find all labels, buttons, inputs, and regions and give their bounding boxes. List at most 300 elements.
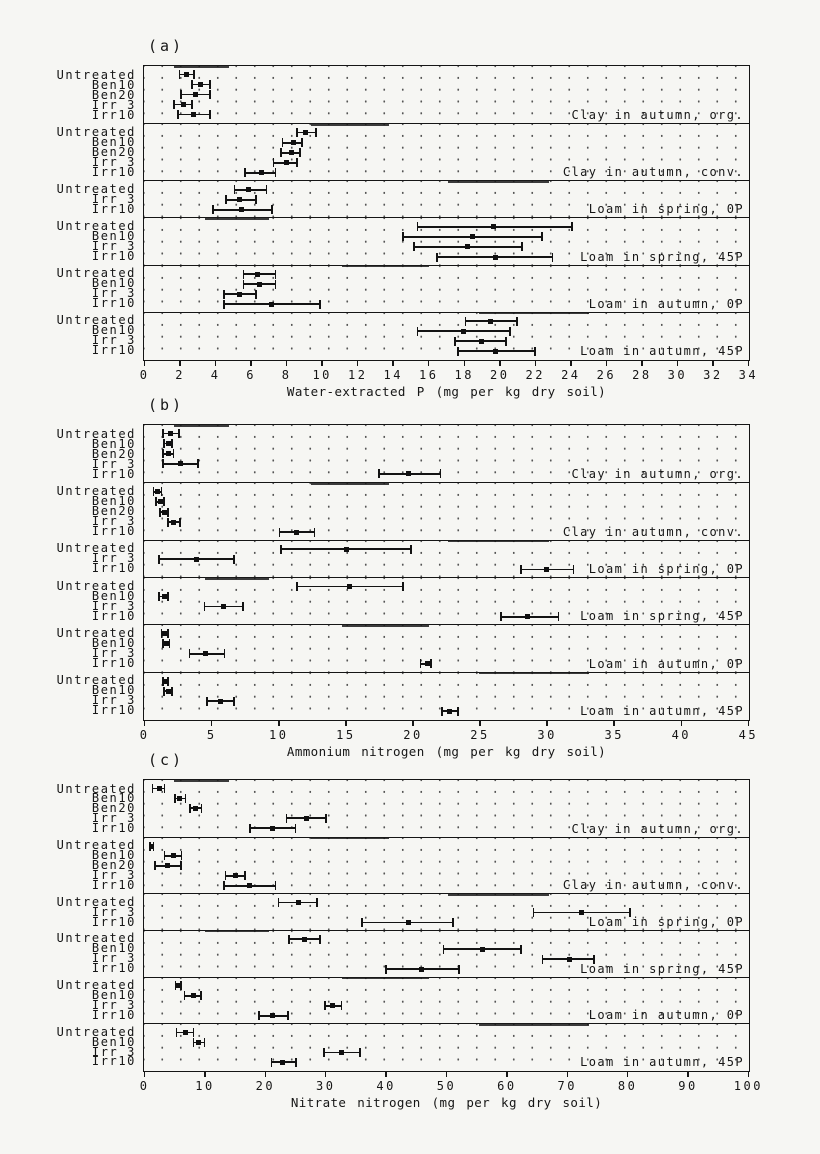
group-label: Loam in spring, 45P xyxy=(580,609,744,624)
error-bar-cap-left xyxy=(225,195,227,204)
row-label: Irr10 xyxy=(91,608,136,623)
x-axis-title: Ammonium nitrogen (mg per kg dry soil) xyxy=(286,744,607,759)
error-bar-cap-right xyxy=(295,1058,297,1067)
row-label: Irr10 xyxy=(91,343,136,358)
error-bar-cap-left xyxy=(180,90,182,99)
x-axis-tick xyxy=(250,361,252,366)
data-point-marker xyxy=(493,349,498,354)
x-axis-tick-label: 32 xyxy=(703,368,723,382)
scan-smudge xyxy=(311,482,389,485)
data-point-marker xyxy=(221,604,226,609)
error-bar-cap-right xyxy=(325,814,327,823)
x-axis-tick-label: 70 xyxy=(557,1079,577,1093)
scan-smudge xyxy=(174,779,229,782)
error-bar-cap-left xyxy=(162,459,164,468)
error-bar-cap-left xyxy=(385,965,387,974)
row-label: Ben10 xyxy=(91,791,136,806)
error-bar-cap-left xyxy=(282,138,284,147)
error-bar-cap-right xyxy=(295,824,297,833)
row-label: Ben10 xyxy=(91,134,136,149)
x-axis-tick xyxy=(479,721,481,726)
error-bar-cap-left xyxy=(206,697,208,706)
error-bar-cap-left xyxy=(542,955,544,964)
x-axis-tick xyxy=(546,721,548,726)
error-bar-cap-right xyxy=(275,280,277,289)
error-bar-cap-right xyxy=(573,565,575,574)
error-bar-cap-right xyxy=(296,158,298,167)
row-label: Untreated xyxy=(56,894,136,909)
row-label: Irr10 xyxy=(91,107,136,122)
row-label: Ben20 xyxy=(91,857,136,872)
x-axis-tick-label: 40 xyxy=(671,728,692,742)
x-axis-tick-label: 0 xyxy=(139,1079,150,1093)
data-point-marker xyxy=(237,292,242,297)
row-label: Untreated xyxy=(56,781,136,796)
x-axis-tick xyxy=(506,1072,508,1077)
error-bar-cap-left xyxy=(417,327,419,336)
data-point-marker xyxy=(269,302,274,307)
row-label: Irr 3 xyxy=(91,239,136,254)
panel-letter: (a) xyxy=(148,37,185,55)
data-point-marker xyxy=(461,329,466,334)
x-axis-tick-label: 18 xyxy=(454,368,474,382)
data-point-marker xyxy=(488,319,493,324)
row-label: Ben10 xyxy=(91,229,136,244)
data-point-marker xyxy=(164,641,169,646)
data-point-marker xyxy=(567,957,572,962)
data-point-marker xyxy=(289,150,294,155)
data-point-marker xyxy=(304,816,309,821)
group-label: Loam in autumn, 0P xyxy=(588,296,744,311)
data-point-marker xyxy=(480,947,485,952)
x-axis-tick xyxy=(464,361,466,366)
error-bar-cap-right xyxy=(541,232,543,241)
error-bar-cap-right xyxy=(516,317,518,326)
row-label: Ben10 xyxy=(91,635,136,650)
x-axis-tick xyxy=(278,721,280,726)
scan-smudge xyxy=(479,672,589,675)
scan-smudge xyxy=(342,977,429,980)
x-axis-tick-label: 28 xyxy=(632,368,652,382)
error-bar-cap-right xyxy=(521,242,523,251)
row-label: Ben10 xyxy=(91,588,136,603)
x-axis-tick-label: 5 xyxy=(206,728,217,742)
error-bar-cap-right xyxy=(571,222,573,231)
error-bar-cap-right xyxy=(163,497,165,506)
x-axis-tick-label: 12 xyxy=(347,368,368,382)
x-axis-tick-label: 100 xyxy=(733,1079,763,1093)
data-point-marker xyxy=(184,72,189,77)
row-label: Ben10 xyxy=(91,436,136,451)
error-bar-cap-right xyxy=(193,1028,195,1037)
group-label: Clay in autumn, org. xyxy=(571,467,744,482)
error-bar-cap-left xyxy=(152,784,154,793)
row-label: Irr10 xyxy=(91,164,136,179)
error-bar-cap-right xyxy=(315,128,317,137)
x-axis-tick xyxy=(204,1072,206,1077)
x-axis-tick-label: 80 xyxy=(617,1079,638,1093)
row-label: Ben20 xyxy=(91,801,136,816)
data-point-marker xyxy=(177,796,182,801)
row-label: Ben10 xyxy=(91,323,136,338)
data-point-marker xyxy=(157,786,162,791)
data-point-marker xyxy=(193,92,198,97)
error-bar-cap-right xyxy=(224,649,226,658)
group-label: Loam in spring, 0P xyxy=(588,914,744,929)
panel-letter: (b) xyxy=(148,396,185,414)
error-bar-cap-right xyxy=(558,612,560,621)
x-axis-tick xyxy=(748,361,750,366)
data-point-marker xyxy=(166,441,171,446)
data-point-marker xyxy=(166,689,171,694)
error-bar-cap-right xyxy=(341,1001,343,1010)
data-point-marker xyxy=(158,499,163,504)
group-label: Clay in autumn, org. xyxy=(571,821,744,836)
x-axis-tick xyxy=(325,1072,327,1077)
scan-smudge xyxy=(311,837,389,840)
treatment-group-subpanel xyxy=(144,977,749,1024)
treatment-group-subpanel xyxy=(144,780,749,837)
x-axis-tick xyxy=(144,721,146,726)
error-bar-cap-right xyxy=(314,528,316,537)
row-label: Irr 3 xyxy=(91,646,136,660)
data-point-marker xyxy=(162,510,167,515)
error-bar-cap-right xyxy=(275,168,277,177)
error-bar-cap-left xyxy=(243,270,245,279)
treatment-group-subpanel xyxy=(144,180,749,217)
error-bar-cap-left xyxy=(223,881,225,890)
error-bar-cap-left xyxy=(174,794,176,803)
data-point-marker xyxy=(406,920,411,925)
row-label: Ben20 xyxy=(91,144,136,159)
x-axis-tick-label: 20 xyxy=(255,1079,276,1093)
x-axis-tick-label: 10 xyxy=(195,1079,215,1093)
row-label: Irr 3 xyxy=(91,286,136,301)
x-axis-tick-label: 25 xyxy=(470,728,490,742)
row-label: Ben20 xyxy=(91,504,136,519)
x-axis-tick-label: 26 xyxy=(596,368,617,382)
data-point-marker xyxy=(280,1060,285,1065)
x-axis-tick xyxy=(567,1072,569,1077)
row-label: Irr 3 xyxy=(91,514,136,529)
error-bar-cap-right xyxy=(233,697,235,706)
error-bar-cap-left xyxy=(273,158,275,167)
error-bar-cap-left xyxy=(191,80,193,89)
error-bar-cap-left xyxy=(323,1048,325,1057)
error-bar-cap-left xyxy=(212,205,214,214)
data-point-marker xyxy=(165,863,170,868)
error-bar-cap-right xyxy=(275,270,277,279)
x-axis-tick xyxy=(627,1072,629,1077)
row-label: Irr10 xyxy=(91,1007,136,1022)
error-bar-cap-left xyxy=(361,918,363,927)
error-bar-cap-right xyxy=(197,459,199,468)
x-axis-tick-label: 15 xyxy=(336,728,356,742)
error-bar-cap-right xyxy=(173,449,175,458)
data-point-marker xyxy=(163,679,168,684)
x-axis-tick xyxy=(385,1072,387,1077)
row-label: Untreated xyxy=(56,578,136,593)
scan-smudge xyxy=(205,217,269,220)
row-label: Ben10 xyxy=(91,1034,136,1049)
row-label: Irr 3 xyxy=(91,598,136,613)
error-bar-cap-left xyxy=(296,582,298,591)
data-point-marker xyxy=(196,1040,201,1045)
error-bar-cap-right xyxy=(167,629,169,638)
row-label: Irr 3 xyxy=(91,154,136,169)
x-axis-tick xyxy=(677,361,679,366)
x-axis-tick xyxy=(446,1072,448,1077)
x-axis-tick xyxy=(357,361,359,366)
data-point-marker xyxy=(259,170,264,175)
plot-frame xyxy=(143,779,750,1072)
error-bar-cap-left xyxy=(278,898,280,907)
row-label: Irr 3 xyxy=(91,693,136,708)
error-bar-cap-right xyxy=(193,70,195,79)
error-bar-cap-left xyxy=(436,253,438,262)
data-point-marker xyxy=(294,530,299,535)
error-bar-cap-left xyxy=(164,851,166,860)
data-point-marker xyxy=(291,140,296,145)
data-point-marker xyxy=(237,197,242,202)
panel-letter: (c) xyxy=(148,751,185,769)
treatment-group-subpanel xyxy=(144,624,749,671)
error-bar-cap-right xyxy=(233,555,235,564)
error-bar-cap-right xyxy=(287,1011,289,1020)
error-bar-cap-right xyxy=(266,185,268,194)
row-label: Untreated xyxy=(56,67,136,82)
data-point-marker xyxy=(178,461,183,466)
error-bar-cap-left xyxy=(279,528,281,537)
treatment-group-subpanel xyxy=(144,672,749,719)
row-label: Untreated xyxy=(56,483,136,498)
error-bar-cap-left xyxy=(184,991,186,1000)
data-point-marker xyxy=(194,557,199,562)
x-axis-tick-label: 35 xyxy=(604,728,624,742)
row-label: Irr10 xyxy=(91,1054,136,1069)
x-axis-tick-label: 8 xyxy=(281,368,292,382)
data-point-marker xyxy=(479,339,484,344)
x-axis-tick xyxy=(613,721,615,726)
x-axis-tick xyxy=(681,721,683,726)
error-bar-cap-right xyxy=(319,300,321,309)
error-bar-cap-left xyxy=(154,861,156,870)
scan-smudge xyxy=(174,424,229,427)
row-label: Irr 3 xyxy=(91,867,136,882)
error-bar-cap-left xyxy=(280,545,282,554)
group-label: Loam in spring, 0P xyxy=(588,202,744,217)
error-bar-cap-left xyxy=(417,222,419,231)
row-label: Irr 3 xyxy=(91,904,136,919)
error-bar-cap-right xyxy=(178,429,180,438)
error-bar-cap-right xyxy=(167,592,169,601)
error-bar-cap-left xyxy=(234,185,236,194)
error-bar-cap-right xyxy=(209,110,211,119)
row-label: Irr10 xyxy=(91,249,136,264)
data-point-marker xyxy=(257,282,262,287)
x-axis-tick xyxy=(570,361,572,366)
treatment-group-subpanel xyxy=(144,425,749,482)
error-bar-cap-left xyxy=(162,449,164,458)
row-label: Untreated xyxy=(56,541,136,556)
error-bar-cap-right xyxy=(167,508,169,517)
x-axis-title: Nitrate nitrogen (mg per kg dry soil) xyxy=(290,1095,603,1110)
row-label: Irr10 xyxy=(91,524,136,539)
row-label: Irr 3 xyxy=(91,456,136,471)
scan-smudge xyxy=(311,123,389,126)
error-bar-cap-right xyxy=(271,205,273,214)
x-axis-tick-label: 10 xyxy=(312,368,332,382)
error-bar-cap-left xyxy=(162,429,164,438)
error-bar-cap-right xyxy=(275,881,277,890)
group-label: Clay in autumn, conv. xyxy=(562,878,744,893)
error-bar-cap-left xyxy=(465,317,467,326)
data-point-marker xyxy=(447,709,452,714)
x-axis-tick xyxy=(215,361,217,366)
error-bar-cap-left xyxy=(204,602,206,611)
x-axis-tick xyxy=(499,361,501,366)
data-point-marker xyxy=(247,883,252,888)
x-axis-tick xyxy=(428,361,430,366)
error-bar-cap-left xyxy=(402,232,404,241)
row-label: Ben10 xyxy=(91,941,136,956)
error-bar-cap-right xyxy=(204,1038,206,1047)
data-point-marker xyxy=(284,160,289,165)
data-point-marker xyxy=(579,910,584,915)
data-point-marker xyxy=(255,272,260,277)
data-point-marker xyxy=(270,826,275,831)
data-point-marker xyxy=(470,234,475,239)
treatment-group-subpanel xyxy=(144,312,749,359)
error-bar-cap-left xyxy=(176,1028,178,1037)
row-label: Irr10 xyxy=(91,561,136,576)
x-axis-tick-label: 10 xyxy=(269,728,289,742)
error-bar-cap-right xyxy=(509,327,511,336)
error-bar-cap-right xyxy=(242,602,244,611)
row-label: Irr10 xyxy=(91,821,136,836)
row-label: Untreated xyxy=(56,181,136,196)
x-axis-tick xyxy=(641,361,643,366)
data-point-marker xyxy=(218,699,223,704)
scan-smudge xyxy=(205,577,269,580)
row-label: Ben10 xyxy=(91,494,136,509)
data-point-marker xyxy=(162,594,167,599)
row-label: Ben10 xyxy=(91,987,136,1002)
data-point-marker xyxy=(183,1030,188,1035)
scan-smudge xyxy=(448,540,549,543)
group-label: Clay in autumn, org. xyxy=(571,108,744,123)
row-label: Untreated xyxy=(56,838,136,853)
row-label: Untreated xyxy=(56,426,136,441)
row-label: Irr10 xyxy=(91,961,136,976)
data-point-marker xyxy=(339,1050,344,1055)
error-bar-cap-left xyxy=(193,1038,195,1047)
error-bar-cap-right xyxy=(552,253,554,262)
treatment-group-subpanel xyxy=(144,540,749,577)
error-bar-cap-right xyxy=(319,935,321,944)
error-bar-cap-left xyxy=(443,945,445,954)
scan-smudge xyxy=(479,312,589,315)
error-bar-cap-right xyxy=(209,90,211,99)
group-label: Loam in spring, 45P xyxy=(580,961,744,976)
error-bar-cap-left xyxy=(189,804,191,813)
data-point-marker xyxy=(344,547,349,552)
x-axis-title: Water-extracted P (mg per kg dry soil) xyxy=(286,384,607,399)
data-point-marker xyxy=(491,224,496,229)
data-point-marker xyxy=(302,937,307,942)
scan-smudge xyxy=(342,265,429,268)
error-bar-cap-left xyxy=(158,555,160,564)
error-bar-cap-left xyxy=(441,707,443,716)
x-axis-tick-label: 50 xyxy=(436,1079,457,1093)
error-bar-cap-left xyxy=(223,290,225,299)
x-axis-tick xyxy=(345,721,347,726)
error-bar-cap-left xyxy=(286,814,288,823)
x-axis-tick-label: 30 xyxy=(537,728,557,742)
treatment-group-subpanel xyxy=(144,217,749,264)
group-label: Loam in spring, 0P xyxy=(588,561,744,576)
error-bar-cap-left xyxy=(249,824,251,833)
error-bar-cap-right xyxy=(255,195,257,204)
row-label: Untreated xyxy=(56,124,136,139)
error-bar-cap-right xyxy=(534,347,536,356)
data-point-marker xyxy=(347,584,352,589)
scan-smudge xyxy=(448,180,549,183)
error-bar-cap-right xyxy=(316,898,318,907)
error-bar-cap-left xyxy=(244,168,246,177)
error-bar-cap-right xyxy=(299,148,301,157)
data-point-marker xyxy=(239,207,244,212)
error-bar-cap-left xyxy=(167,518,169,527)
error-bar-cap-left xyxy=(533,908,535,917)
treatment-group-subpanel xyxy=(144,123,749,180)
row-label: Untreated xyxy=(56,673,136,688)
row-label: Irr 3 xyxy=(91,551,136,566)
row-label: Irr10 xyxy=(91,466,136,481)
error-bar-cap-right xyxy=(359,1048,361,1057)
data-point-marker xyxy=(191,993,196,998)
error-bar-cap-right xyxy=(505,337,507,346)
error-bar-cap-left xyxy=(500,612,502,621)
plot-frame xyxy=(143,65,750,361)
data-point-marker xyxy=(233,873,238,878)
error-bar-cap-right xyxy=(458,965,460,974)
treatment-group-subpanel xyxy=(144,893,749,930)
x-axis-tick xyxy=(179,361,181,366)
error-bar-cap-left xyxy=(177,110,179,119)
treatment-group-subpanel xyxy=(144,265,749,312)
x-axis-tick-label: 60 xyxy=(497,1079,517,1093)
error-bar-cap-left xyxy=(189,649,191,658)
row-label: Irr 3 xyxy=(91,811,136,826)
x-axis-tick-label: 90 xyxy=(678,1079,698,1093)
x-axis-tick-label: 2 xyxy=(175,368,185,382)
x-axis-tick-label: 6 xyxy=(246,368,256,382)
error-bar-cap-left xyxy=(454,337,456,346)
x-axis-tick xyxy=(144,361,146,366)
scan-smudge xyxy=(342,624,429,627)
error-bar-cap-left xyxy=(420,659,422,668)
treatment-group-subpanel xyxy=(144,482,749,539)
error-bar-cap-right xyxy=(255,290,257,299)
row-label: Untreated xyxy=(56,931,136,946)
x-axis-tick xyxy=(748,1072,750,1077)
data-point-marker xyxy=(193,806,198,811)
error-bar-cap-right xyxy=(179,518,181,527)
scan-smudge xyxy=(479,1023,589,1026)
x-axis-tick xyxy=(144,1072,146,1077)
data-point-marker xyxy=(191,112,196,117)
